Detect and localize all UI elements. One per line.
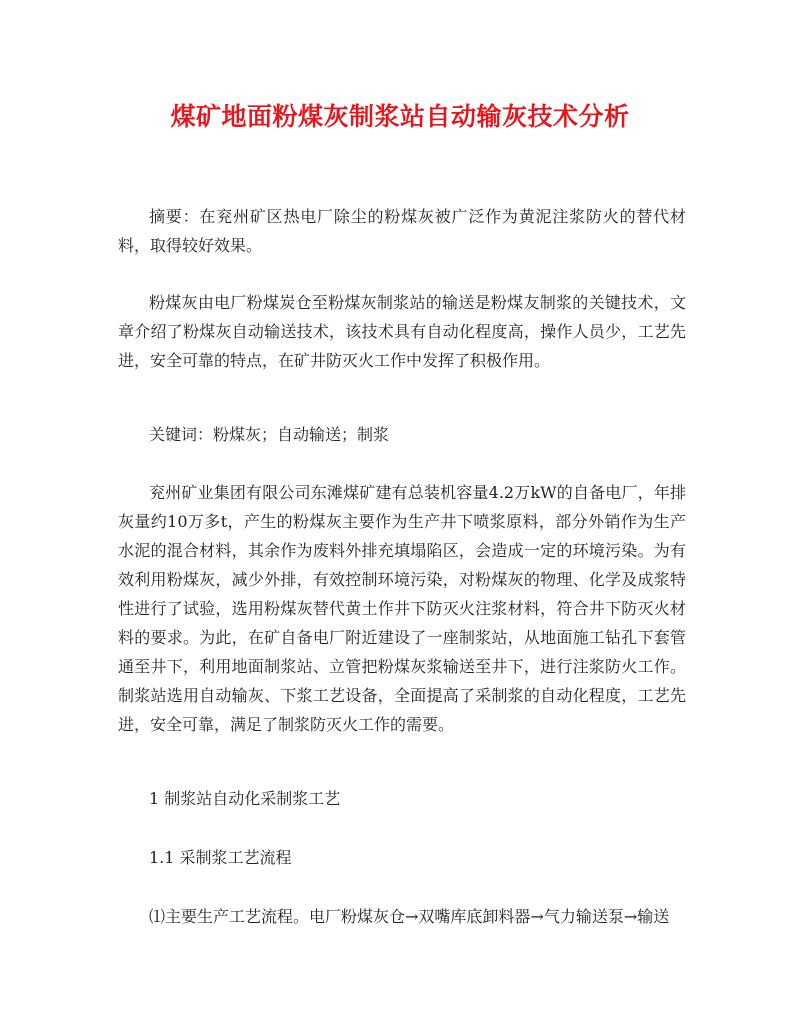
abstract-paragraph: 摘要：在兖州矿区热电厂除尘的粉煤灰被广泛作为黄泥注浆防火的替代材料，取得较好效果。 (118, 207, 686, 255)
process-paragraph: ⑴主要生产工艺流程。电厂粉煤灰仓→双嘴库底卸料器→气力输送泵→输送 (149, 907, 670, 926)
intro-paragraph: 粉煤灰由电厂粉煤炭仓至粉煤灰制浆站的输送是粉煤友制浆的关键技术，文章介绍了粉煤灰自动输送技术，该技术具有自动化程度高，操作人员少，工艺先进，安全可靠的特点，在矿井防灭火工作中发挥了积极作用。 (118, 293, 686, 370)
document-title: 煤矿地面粉煤灰制浆站自动输灰技术分析 (170, 102, 630, 131)
section-heading-1-1: 1.1 采制浆工艺流程 (149, 848, 292, 867)
section-heading-1: 1 制浆站自动化采制浆工艺 (149, 789, 341, 808)
main-paragraph: 兖州矿业集团有限公司东滩煤矿建有总装机容量4.2万kW的自备电厂，年排灰量约10万多t，产生的粉煤灰主要作为生产井下喷浆原料，部分外销作为生产水泥的混合材料，其余作为废料外排充填塌陷区，会造成一定的环境污染。为有效利用粉煤灰，减少外排，有效控制环境污染，对粉煤灰的物理、化学及成浆特性进行了试验，选用粉煤灰替代黄土作井下防灭火注浆材料，符合井下防灭火材料的要求。为此，在矿自备电厂附近建设了一座制浆站，从地面施工钻孔下套管通至井下，利用地面制浆站、立管把粉煤灰浆输送至井下，进行注浆防火工作。制浆站选用自动输灰、下浆工艺设备，全面提高了采制浆的自动化程度，工艺先进，安全可靠，满足了制浆防灭火工作的需要。 (118, 483, 686, 734)
keywords-paragraph: 关键词：粉煤灰；自动输送；制浆 (149, 425, 390, 444)
